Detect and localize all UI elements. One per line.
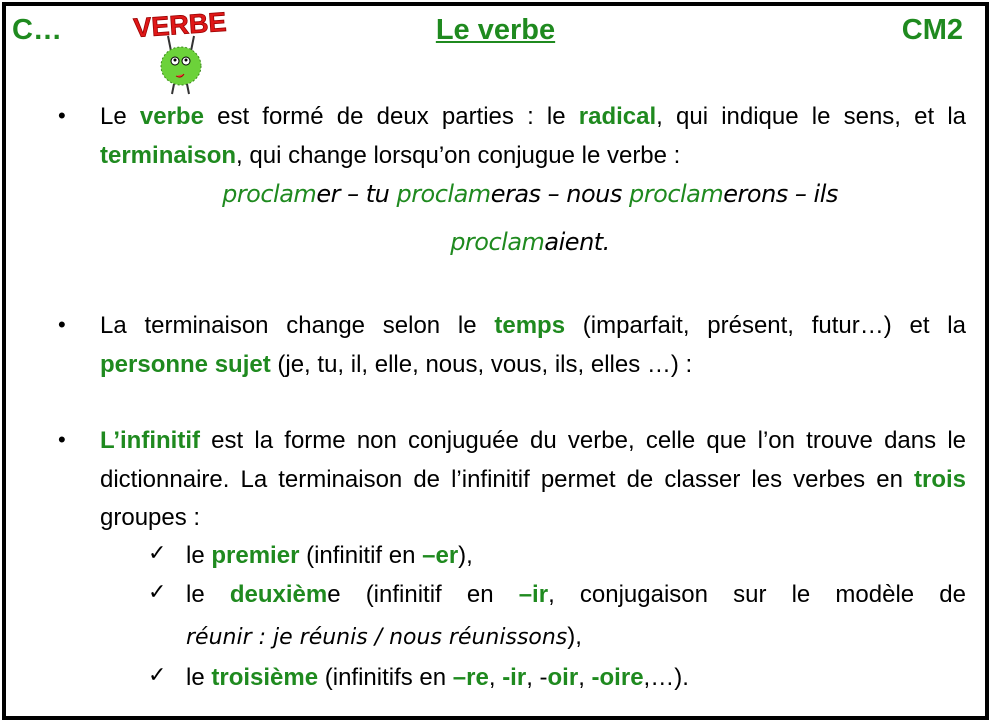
highlighted-text: terminaison: [100, 141, 237, 169]
highlighted-text: –er: [422, 542, 459, 569]
title-text: Le verbe: [435, 14, 556, 46]
text-run: , -: [526, 664, 548, 691]
highlighted-text: verbe: [139, 103, 204, 130]
text-run: ,…).: [643, 664, 689, 691]
text-run: La terminaison change selon le: [100, 312, 495, 339]
text-run: , qui change lorsqu’on conjugue le verbe :: [236, 141, 681, 169]
highlighted-text: radical: [578, 103, 657, 130]
verbe-monster-logo: [130, 6, 230, 96]
text-run: (imparfait, présent, futur…) et la: [565, 312, 966, 339]
text-run: , qui indique le sens, et la: [656, 103, 967, 130]
svg-text:VERBE: VERBE: [132, 6, 228, 44]
group-item-1: [186, 536, 966, 576]
paragraph-verb-definition: [100, 98, 966, 175]
text-run: ),: [567, 623, 582, 650]
paragraph-infinitif: [100, 422, 966, 538]
text-run: (infinitif en: [299, 542, 423, 569]
highlighted-text: -oire: [591, 664, 644, 691]
check-icon: ✓: [148, 579, 167, 604]
highlighted-text: L’infinitif: [100, 427, 200, 454]
highlighted-text: –ir: [518, 581, 549, 608]
text-run: groupes :: [100, 504, 201, 531]
highlighted-text: personne sujet: [100, 350, 271, 378]
group-item-3: [186, 658, 966, 698]
text-run: , conjugaison sur le modèle de: [548, 581, 966, 608]
highlighted-text: oir: [547, 664, 579, 691]
highlighted-text: -ir: [502, 664, 527, 691]
highlighted-text: troisième: [211, 664, 319, 691]
text-run: ),: [458, 542, 473, 569]
text-run: est formé de deux parties : le: [203, 103, 579, 130]
highlighted-text: réunir : je réunis / nous réunissons: [186, 625, 568, 650]
bullet: •: [58, 427, 66, 452]
highlighted-text: temps: [494, 312, 566, 339]
bullet: •: [58, 312, 66, 337]
class-label: C…: [12, 14, 62, 46]
paragraph-terminaison: [100, 307, 966, 384]
text-run: ,: [578, 664, 592, 691]
highlighted-text: proclam: [222, 180, 317, 208]
group-item-2: [186, 575, 966, 615]
text-run: er – tu: [316, 180, 397, 208]
group-item-2-continued: [186, 617, 966, 658]
text-run: ,: [488, 664, 503, 691]
highlighted-text: proclam: [450, 228, 545, 256]
highlighted-text: proclam: [629, 180, 724, 208]
text-run: le: [186, 542, 212, 569]
text-run: le: [186, 581, 230, 608]
text-run: e (infinitif en: [327, 581, 519, 608]
highlighted-text: proclam: [396, 180, 491, 208]
text-run: est la forme non conjuguée du verbe, celle que l’on trouve dans le dictionnaire. La terminaison de l’infinitif permet de classer les verbes en: [100, 427, 966, 493]
text-run: (je, tu, il, elle, nous, vous, ils, elles …) :: [270, 350, 693, 378]
highlighted-text: –re: [452, 664, 489, 691]
bullet: •: [58, 103, 66, 128]
check-icon: ✓: [148, 662, 167, 687]
text-run: erons – ils: [723, 180, 838, 208]
text-run: Le: [100, 103, 140, 130]
example-line-2: [130, 228, 930, 256]
example-line-1: [130, 180, 930, 208]
highlighted-text: premier: [211, 542, 300, 569]
text-run: eras – nous: [490, 180, 630, 208]
level-label: CM2: [901, 14, 963, 46]
text-run: le: [186, 664, 212, 691]
text-run: aient.: [544, 228, 610, 256]
highlighted-text: trois: [913, 465, 966, 493]
highlighted-text: deuxièm: [229, 581, 328, 608]
text-run: (infinitifs en: [318, 664, 453, 691]
check-icon: ✓: [148, 540, 167, 565]
